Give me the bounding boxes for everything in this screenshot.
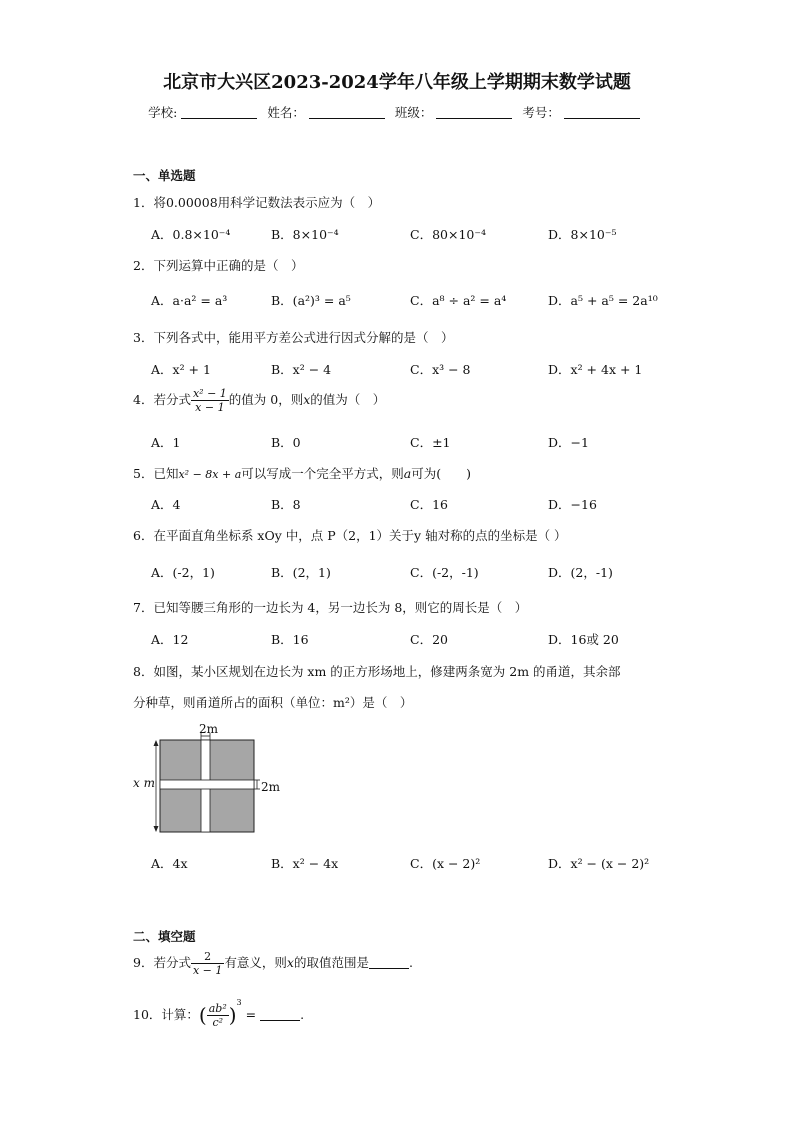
- q3-option-d: D．x² + 4x + 1: [548, 362, 643, 377]
- q4-fraction-denominator: x − 1: [195, 401, 225, 414]
- q3-option-c: C．x³ − 8: [410, 362, 471, 377]
- q10-equals: =: [245, 1007, 257, 1022]
- section-fill-blank-title: 二、填空题: [133, 929, 196, 944]
- q4-option-c: C．±1: [410, 435, 451, 450]
- q5-stem-part-c: 可为( ): [411, 466, 471, 481]
- q4-stem-part-b: 的值为 0，则: [228, 392, 304, 407]
- q4-stem-part-c: 的值为（ ）: [310, 392, 386, 407]
- class-label: 班级：: [394, 105, 433, 120]
- q9-variable: x: [286, 955, 294, 970]
- q9-part-b: 有意义，则: [224, 955, 287, 970]
- name-blank[interactable]: [309, 105, 385, 119]
- question-5-stem: [133, 464, 471, 482]
- question-6-stem: 6．在平面直角坐标系 xOy 中，点 P（2，1）关于y 轴对称的点的坐标是（ ）: [133, 528, 567, 543]
- q2-option-d: D．a⁵ + a⁵ = 2a¹⁰: [548, 293, 658, 308]
- q2-option-a: A．a·a² = a³: [151, 293, 228, 308]
- q8-option-b: B．x² − 4x: [271, 856, 339, 871]
- class-blank[interactable]: [436, 105, 512, 119]
- q8-option-c: C．(x − 2)²: [410, 856, 481, 871]
- q10-left-paren: (: [198, 1003, 207, 1027]
- question-9-stem: [133, 950, 413, 977]
- q8-top-label: 2m: [199, 722, 219, 736]
- q10-answer-blank[interactable]: [260, 1008, 300, 1021]
- q5-option-c: C．16: [410, 497, 448, 512]
- q7-option-b: B．16: [271, 632, 309, 647]
- q9-end: .: [408, 955, 413, 970]
- q1-option-a: A．0.8×10⁻⁴: [151, 227, 231, 242]
- q5-option-b: B．8: [271, 497, 301, 512]
- q5-option-a: A．4: [151, 497, 181, 512]
- q9-answer-blank[interactable]: [369, 956, 409, 969]
- q10-fraction-numerator: ab²: [208, 1002, 227, 1015]
- q9-fraction: [191, 950, 224, 977]
- q5-expression: x² − 8x + a: [178, 468, 242, 481]
- q5-stem-part-a: 5．已知: [133, 466, 179, 481]
- q4-option-b: B．0: [271, 435, 301, 450]
- q4-variable: x: [303, 392, 311, 407]
- school-blank[interactable]: [181, 105, 257, 119]
- q8-option-d: D．x² − (x − 2)²: [548, 856, 650, 871]
- section-single-choice-title: 一、单选题: [133, 168, 196, 183]
- question-4-stem: [133, 387, 385, 414]
- school-label: 学校:: [148, 105, 178, 120]
- q7-option-d: D．16或 20: [548, 632, 619, 647]
- q9-fraction-numerator: 2: [191, 950, 224, 964]
- q10-right-paren: ): [228, 1003, 237, 1027]
- q4-stem-part-a: 4．若分式: [133, 392, 191, 407]
- q1-option-c: C．80×10⁻⁴: [410, 227, 486, 242]
- q4-fraction-numerator: x² − 1: [192, 387, 227, 400]
- q2-option-c: C．a⁸ ÷ a² = a⁴: [410, 293, 507, 308]
- q10-part-a: 10．计算：: [133, 1007, 199, 1022]
- question-10-stem: [133, 998, 304, 1029]
- q3-option-b: B．x² − 4: [271, 362, 332, 377]
- q5-variable: a: [403, 466, 412, 481]
- question-7-stem: 7．已知等腰三角形的一边长为 4，另一边长为 8，则它的周长是（ ）: [133, 600, 528, 615]
- q8-option-a: A．4x: [151, 856, 188, 871]
- q7-option-a: A．12: [151, 632, 189, 647]
- exam-number-label: 考号：: [522, 105, 560, 120]
- name-label: 姓名：: [267, 105, 305, 120]
- q2-option-b: B．(a²)³ = a⁵: [271, 293, 351, 308]
- q4-fraction: [191, 387, 229, 414]
- q8-right-label: 2m: [261, 780, 281, 794]
- q10-fraction-denominator: c²: [212, 1016, 224, 1029]
- q3-option-a: A．x² + 1: [151, 362, 211, 377]
- question-3-stem: 3．下列各式中，能用平方差公式进行因式分解的是（ ）: [133, 330, 454, 345]
- question-8-stem-line-1: 8．如图，某小区规划在边长为 xm 的正方形场地上，修建两条宽为 2m 的甬道，其余部: [133, 664, 621, 679]
- q4-option-a: A．1: [151, 435, 181, 450]
- q7-option-c: C．20: [410, 632, 448, 647]
- exam-number-blank[interactable]: [564, 105, 640, 119]
- q8-side-label: x m: [133, 776, 155, 790]
- q5-option-d: D．−16: [548, 497, 597, 512]
- q1-option-b: B．8×10⁻⁴: [271, 227, 339, 242]
- q5-stem-part-b: 可以写成一个完全平方式，则: [241, 466, 404, 481]
- q10-power: 3: [236, 998, 242, 1007]
- q4-option-d: D．−1: [548, 435, 589, 450]
- q1-option-d: D．8×10⁻⁵: [548, 227, 617, 242]
- q6-option-d: D．(2，-1): [548, 565, 613, 580]
- student-info-row: [0, 103, 794, 121]
- q10-fraction: [207, 1002, 229, 1029]
- question-8-stem-line-2: 分种草，则甬道所占的面积（单位：m²）是（ ）: [133, 695, 413, 710]
- q6-option-c: C．(-2，-1): [410, 565, 479, 580]
- page-title: 北京市大兴区2023-2024学年八年级上学期期末数学试题: [163, 72, 631, 93]
- q9-part-c: 的取值范围是: [293, 955, 369, 970]
- q10-end: .: [300, 1007, 305, 1022]
- q6-option-b: B．(2，1): [271, 565, 331, 580]
- q9-part-a: 9．若分式: [133, 955, 191, 970]
- q6-option-a: A．(-2，1): [151, 565, 215, 580]
- question-1-stem: 1．将0.00008用科学记数法表示应为（ ）: [133, 195, 381, 210]
- question-2-stem: 2．下列运算中正确的是（ ）: [133, 258, 304, 273]
- q9-fraction-denominator: x − 1: [192, 964, 223, 977]
